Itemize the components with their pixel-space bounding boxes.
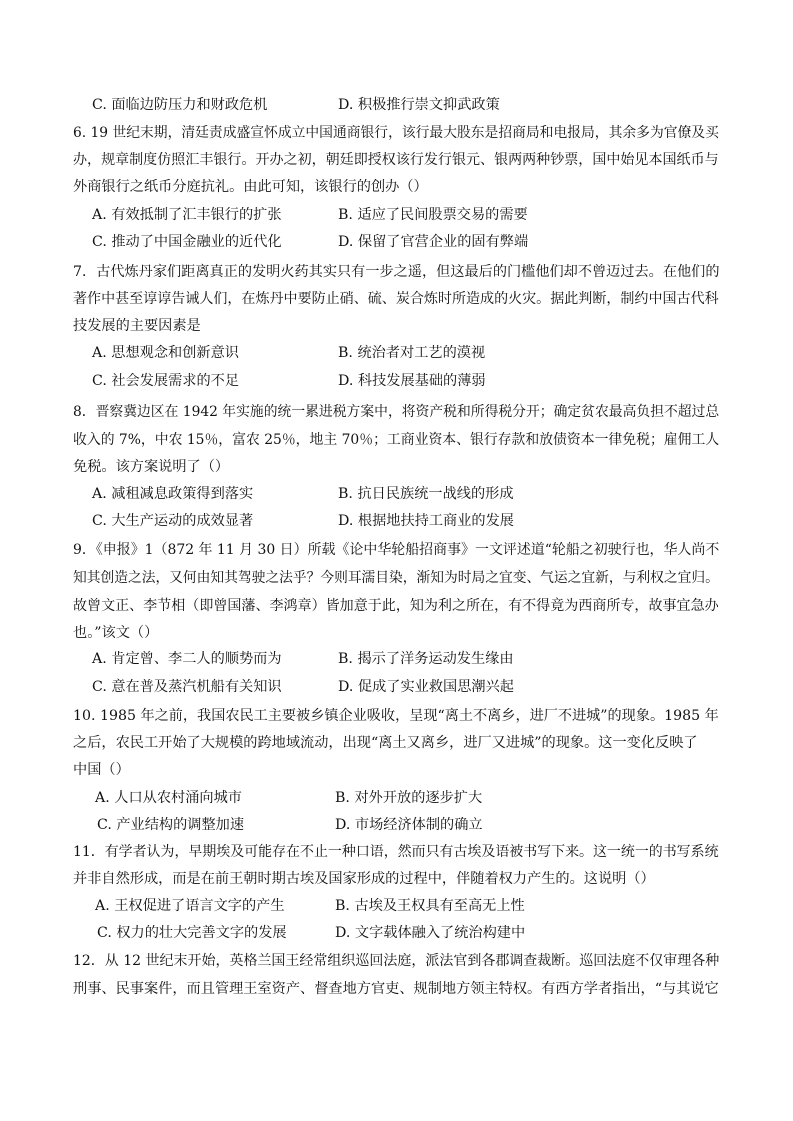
q11-stem-line-1: 11．有学者认为，早期埃及可能存在不止一种口语，然而只有古埃及语被书写下来。这一统一的书写系统 (73, 844, 719, 860)
q8-option-c: C. 大生产运动的成效显著 (92, 513, 254, 529)
q8-option-a: A. 减租减息政策得到落实 (92, 486, 254, 502)
q9-option-c: C. 意在普及蒸汽机船有关知识 (92, 679, 282, 695)
q5-option-d: D. 积极推行崇文抑武政策 (338, 97, 500, 113)
q9-option-a: A. 肯定曾、李二人的顺势而为 (92, 651, 282, 667)
q8-stem-line-3: 免税。该方案说明了（） (73, 459, 230, 475)
q10-option-d: D. 市场经济体制的确立 (335, 817, 483, 833)
q5-option-c: C. 面临边防压力和财政危机 (92, 97, 268, 113)
q8-stem-line-2: 收入的 7%，中农 15％，富农 25％，地主 70％；工商业资本、银行存款和放债资本一律免税；雇佣工人 (73, 432, 720, 448)
q8-option-d: D. 根据地扶持工商业的发展 (338, 513, 514, 529)
q6-stem-line-2: 办，规章制度仿照汇丰银行。开办之初，朝廷即授权该行发行银元、银两两种钞票，国中始见本国纸币与 (73, 152, 719, 168)
q7-option-c: C. 社会发展需求的不足 (92, 373, 240, 389)
q10-option-a: A. 人口从农村涌向城市 (95, 790, 242, 806)
q12-stem-line-1: 12．从 12 世纪末开始，英格兰国王经常组织巡回法庭，派法官到各郡调查裁断。巡回法庭不仅审理各种 (73, 953, 720, 969)
q7-stem-line-2: 著作中甚至谆谆告诫人们，在炼丹中要防止硝、硫、炭合炼时所造成的火灾。据此判断，制约中国古代科 (73, 291, 719, 307)
q6-option-a: A. 有效抵制了汇丰银行的扩张 (92, 207, 282, 223)
q9-stem-line-3: 故曾文正、李节相（即曾国藩、李鸿章）皆加意于此，知为利之所在，有不得竟为西商所专，故事宜急办 (73, 598, 719, 614)
q11-option-c: C. 权力的壮大完善文字的发展 (97, 925, 287, 941)
q9-stem-line-4: 也。”该文（） (73, 625, 159, 641)
q6-option-b: B. 适应了民间股票交易的需要 (338, 207, 528, 223)
q6-option-c: C. 推动了中国金融业的近代化 (92, 234, 282, 250)
q7-option-b: B. 统治者对工艺的漠视 (338, 345, 486, 361)
q10-option-c: C. 产业结构的调整加速 (97, 817, 245, 833)
q6-stem-line-1: 6. 19 世纪末期，清廷责成盛宣怀成立中国通商银行，该行最大股东是招商局和电报局，其余多为官僚及买 (73, 125, 719, 141)
q8-stem-line-1: 8．晋察冀边区在 1942 年实施的统一累进税方案中，将资产税和所得税分开；确定贫农最高负担不超过总 (73, 404, 720, 420)
q10-option-b: B. 对外开放的逐步扩大 (335, 790, 483, 806)
q10-stem-line-3: 中国（） (73, 762, 130, 778)
q8-option-b: B. 抗日民族统一战线的形成 (338, 486, 514, 502)
q9-option-b: B. 揭示了洋务运动发生缘由 (338, 651, 514, 667)
q11-option-b: B. 古埃及王权具有至高无上性 (335, 898, 525, 914)
q7-option-d: D. 科技发展基础的薄弱 (338, 373, 486, 389)
q9-option-d: D. 促成了实业救国思潮兴起 (338, 679, 514, 695)
q7-stem-line-1: 7．古代炼丹家们距离真正的发明火药其实只有一步之遥，但这最后的门槛他们却不曾迈过去。在他们的 (73, 264, 720, 280)
q11-option-d: D. 文字载体融入了统治构建中 (335, 925, 526, 941)
q10-stem-line-1: 10. 1985 年之前，我国农民工主要被乡镇企业吸收，呈现“离土不离乡，进厂不进城”的现象。1985 年 (73, 708, 719, 724)
q6-option-d: D. 保留了官营企业的固有弊端 (338, 234, 529, 250)
q11-stem-line-2: 并非自然形成，而是在前王朝时期古埃及国家形成的过程中，伴随着权力产生的。这说明（） (73, 871, 655, 887)
q10-stem-line-2: 之后，农民工开始了大规模的跨地域流动，出现“离土又离乡，进厂又进城”的现象。这一变化反映了 (73, 735, 698, 751)
q9-stem-line-2: 知其创造之法，又何由知其驾驶之法乎？今则耳濡目染，渐知为时局之宜变、气运之宜新，与利权之宜归。 (73, 570, 719, 586)
q7-option-a: A. 思想观念和创新意识 (92, 345, 239, 361)
q11-option-a: A. 王权促进了语言文字的产生 (95, 898, 285, 914)
q7-stem-line-3: 技发展的主要因素是 (73, 318, 201, 334)
q6-stem-line-3: 外商银行之纸币分庭抗礼。由此可知，该银行的创办（） (73, 179, 428, 195)
q9-stem-line-1: 9．《申报》1（872 年 11 月 30 日）所载《论中华轮船招商事》一文评述道“轮船之初驶行也，华人尚不 (73, 542, 720, 558)
q12-stem-line-2: 刑事、民事案件，而且管理王室资产、督查地方官吏、规制地方领主特权。有西方学者指出，“与其说它 (73, 981, 719, 997)
